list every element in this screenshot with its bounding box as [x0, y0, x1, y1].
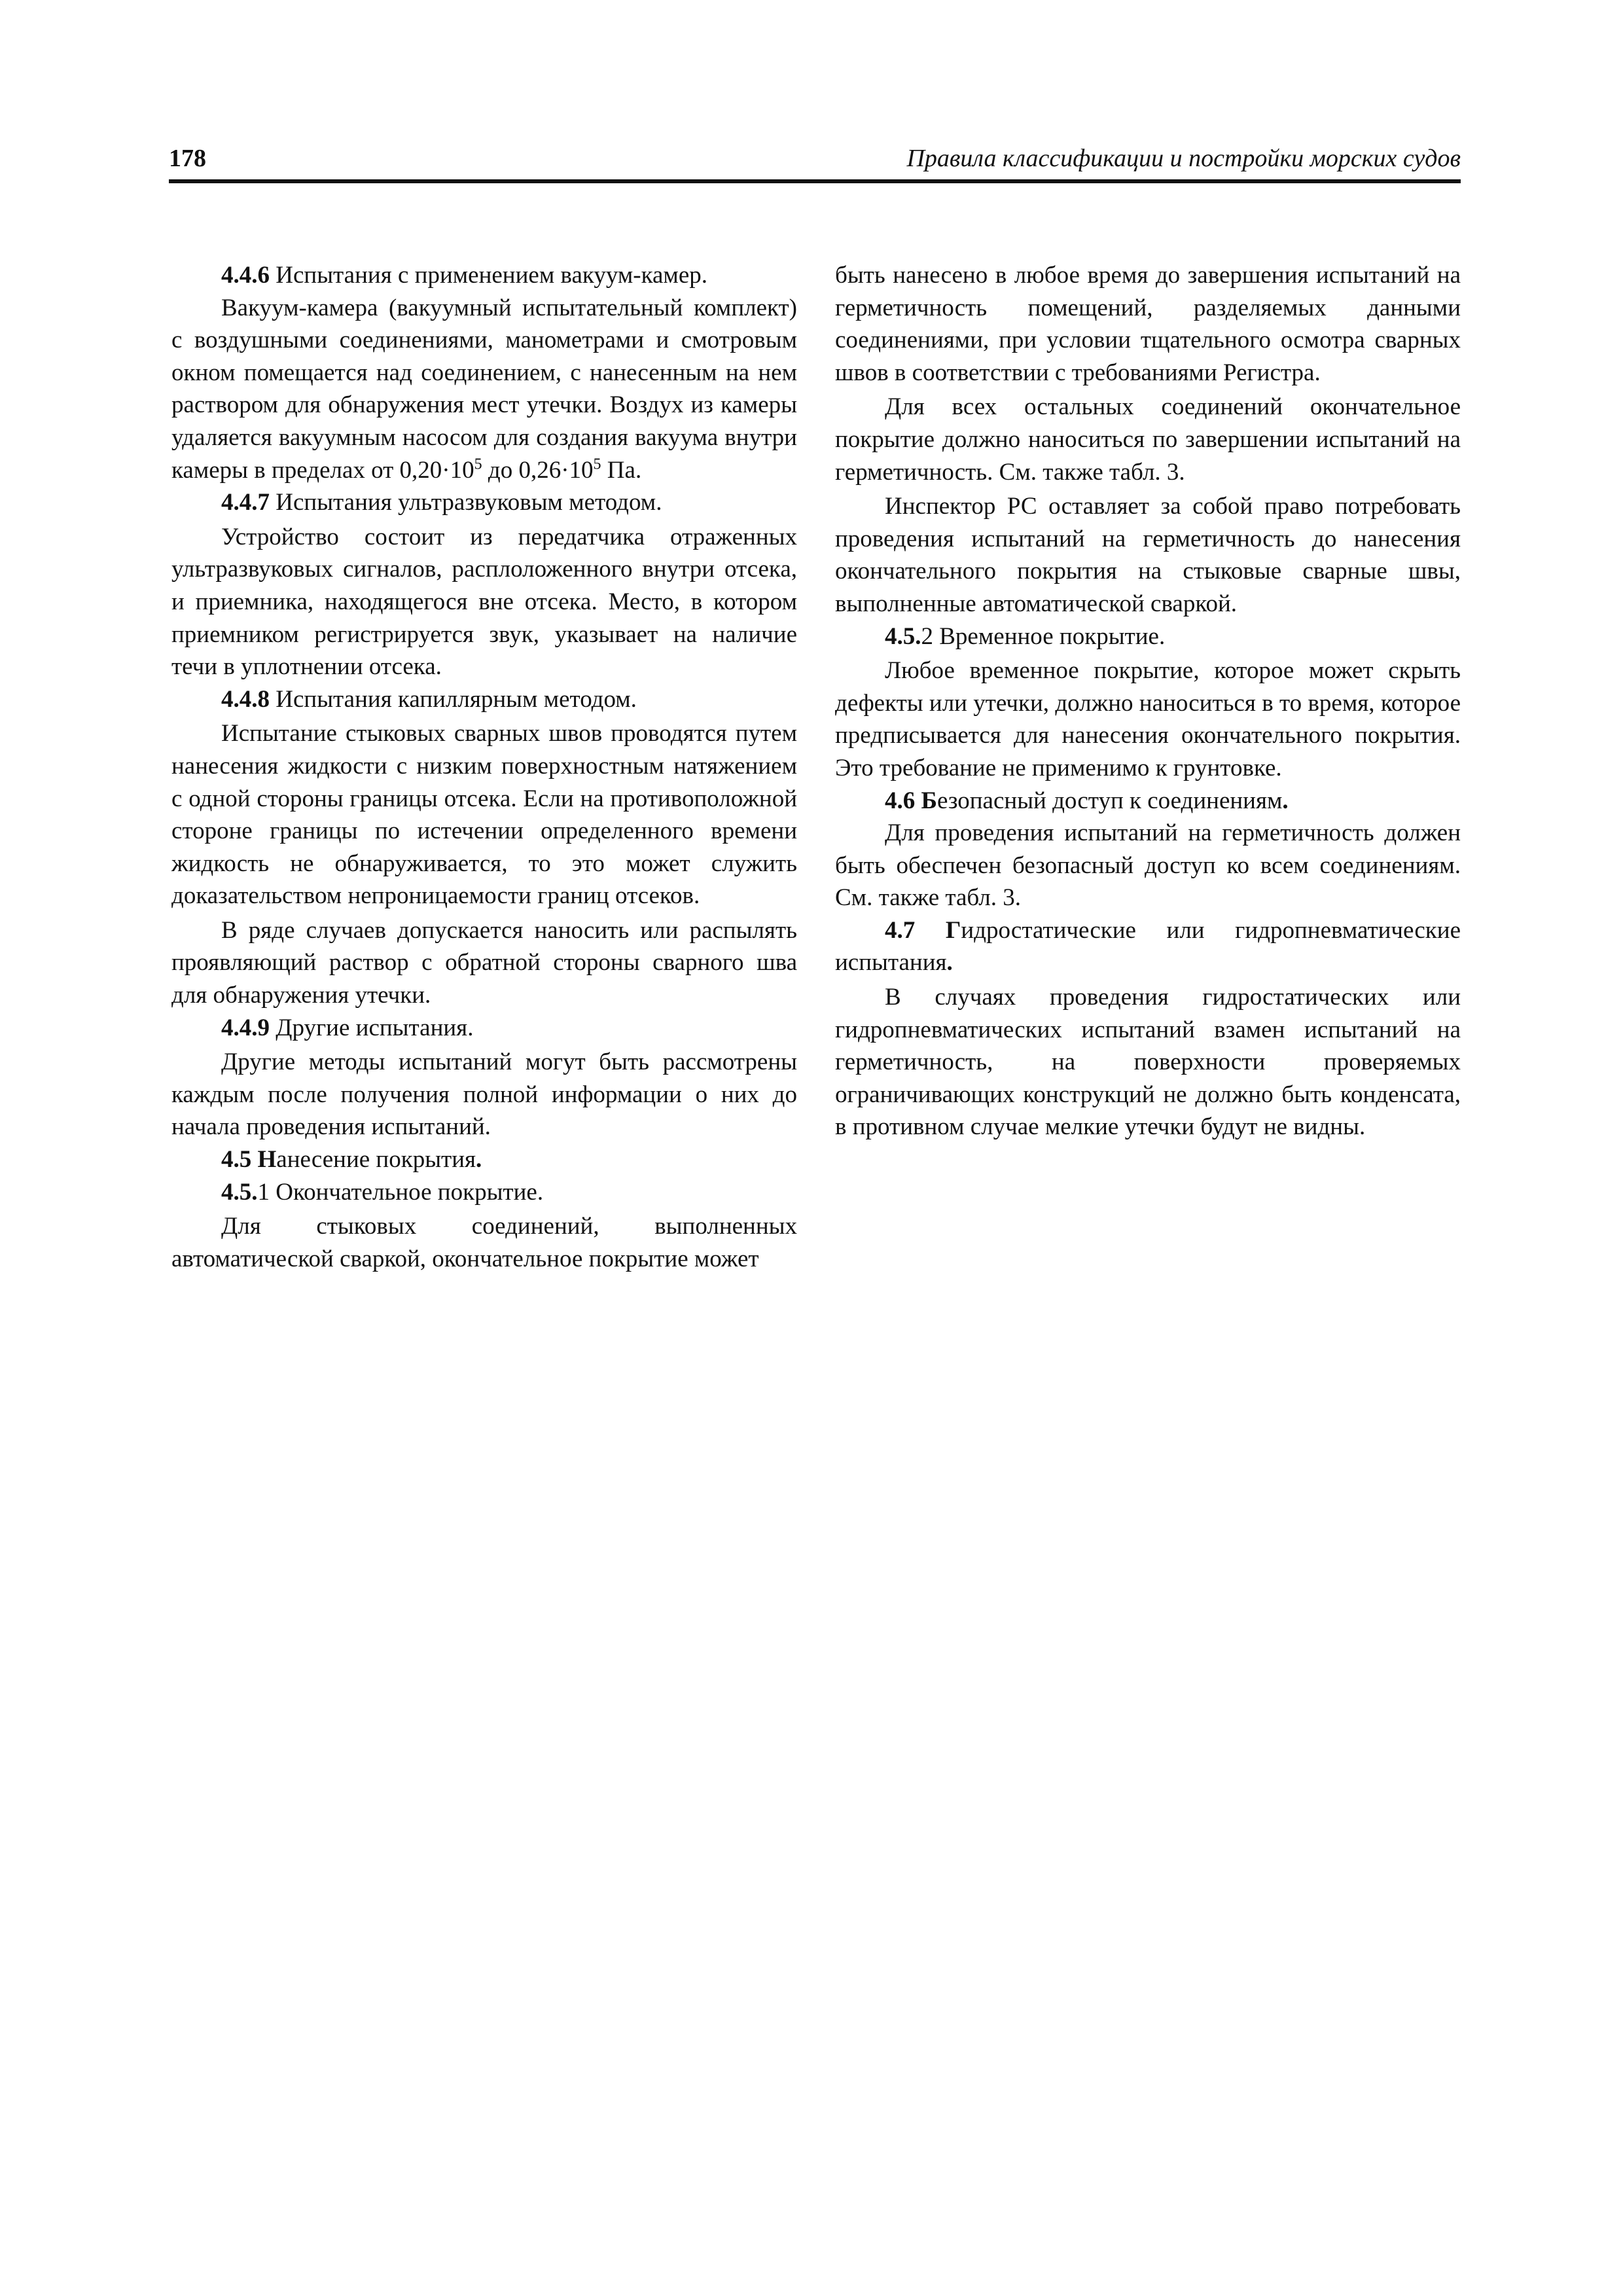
- section-number: 4.4.9: [221, 1014, 270, 1041]
- section-number: 4.4.6: [221, 262, 270, 289]
- section-number: 4.5.: [221, 1178, 258, 1206]
- section-title: Испытания капиллярным методом.: [270, 685, 637, 713]
- section-title: езопасный доступ к соединениям: [936, 787, 1283, 814]
- section-4-4-7-heading: [171, 486, 797, 519]
- section-4-4-6-heading: [171, 259, 797, 292]
- section-number: 4.5 Н: [221, 1146, 277, 1174]
- page-number: 178: [169, 145, 206, 172]
- section-title: анесение покрытия: [276, 1146, 476, 1174]
- other-joints-paragraph: Для всех остальных соединений окончательное покрытие должно наноситься по завершении испытаний на герметичность. См. также табл. 3.: [835, 393, 1461, 486]
- paragraph-text: Па.: [601, 456, 642, 484]
- final-coating-continuation: быть нанесено в любое время до завершения испытаний на герметичность помещений, разделяемых данными соединениями, при условии тщательного осмотра сварных швов в соответствии с требованиями Регистра.: [835, 262, 1461, 386]
- section-title: Испытания ультразвуковым методом.: [270, 489, 662, 516]
- other-tests-paragraph: Другие методы испытаний могут быть рассмотрены каждым после получения полной информации о них до начала проведения испытаний.: [171, 1049, 797, 1141]
- section-title: Другие испытания.: [270, 1014, 474, 1041]
- section-number: 4.5.: [885, 622, 921, 650]
- page-header: [169, 143, 1461, 183]
- superscript: 5: [474, 456, 482, 473]
- section-4-4-8-heading: [171, 683, 797, 716]
- ultrasonic-paragraph: Устройство состоит из передатчика отраженных ультразвуковых сигналов, расплоложенного внутри отсека, и приемника, находящегося вне отсека. Место, в котором приемником регистрируется звук, указывает на наличие течи в уплотнении отсека.: [171, 523, 797, 681]
- vacuum-chamber-paragraph: [171, 292, 797, 487]
- paragraph-text: Вакуум-камера (вакуумный испытательный комплект) с воздушными соединениями, манометрами и смотровым окном помещается над соединением, с нанесенным на нем раствором для обнаружения мест утечки. Воздух из камеры удаляется вакуумным насосом для создания вакуума внутри камеры в пределах от 0,20·10: [171, 294, 797, 484]
- section-title: 1 Окончательное покрытие.: [257, 1178, 544, 1206]
- right-column: [835, 259, 1461, 1143]
- section-4-5-heading: [171, 1143, 797, 1176]
- section-number: 4.7 Г: [885, 916, 961, 944]
- heading-dot: .: [476, 1146, 482, 1174]
- section-4-4-9-heading: [171, 1012, 797, 1045]
- developer-paragraph: В ряде случаев допускается наносить или распылять проявляющий раствор с обратной стороны сварного шва для обнаружения утечки.: [171, 916, 797, 1009]
- running-title: Правила классификации и постройки морских судов: [906, 145, 1461, 172]
- superscript: 5: [593, 456, 601, 473]
- temporary-coating-paragraph: Любое временное покрытие, которое может скрыть дефекты или утечки, должно наноситься в то время, которое предписывается для нанесения окончательного покрытия. Это требование не применимо к грунтовке.: [835, 657, 1461, 781]
- section-number: 4.6 Б: [885, 787, 937, 814]
- section-number: 4.4.7: [221, 489, 270, 516]
- section-4-7-heading: [835, 914, 1461, 979]
- capillary-paragraph: Испытание стыковых сварных швов проводятся путем нанесения жидкости с низким поверхностным натяжением с одной стороны границы отсека. Если на противоположной стороне границы по истечении определенного времени жидкость не обнаруживается, то это может служить доказательством непроницаемости границ отсеков.: [171, 720, 797, 910]
- section-4-5-1-heading: [171, 1176, 797, 1209]
- safe-access-paragraph: Для проведения испытаний на герметичность должен быть обеспечен безопасный доступ ко всем соединениям. См. также табл. 3.: [835, 819, 1461, 912]
- left-column: [171, 259, 797, 1275]
- section-title: 2 Временное покрытие.: [921, 622, 1166, 650]
- inspector-paragraph: Инспектор РС оставляет за собой право потребовать проведения испытаний на герметичность до нанесения окончательного покрытия на стыковые сварные швы, выполненные автоматической сваркой.: [835, 493, 1461, 617]
- heading-dot: .: [1282, 787, 1289, 814]
- section-title: Испытания с применением вакуум-камер.: [270, 262, 708, 289]
- hydrostatic-paragraph: В случаях проведения гидростатических или гидропневматических испытаний взамен испытаний на герметичность, на поверхности проверяемых ограничивающих конструкций не должно быть конденсата, в противном случае мелкие утечки будут не видны.: [835, 984, 1461, 1141]
- section-number: 4.4.8: [221, 685, 270, 713]
- heading-dot: .: [946, 949, 953, 977]
- section-4-5-2-heading: [835, 620, 1461, 653]
- section-4-6-heading: [835, 785, 1461, 817]
- paragraph-text: до 0,26·10: [482, 456, 594, 484]
- final-coating-paragraph: Для стыковых соединений, выполненных автоматической сваркой, окончательное покрытие может: [171, 1213, 797, 1272]
- section-title: идростатические или гидропневматические испытания: [835, 916, 1461, 977]
